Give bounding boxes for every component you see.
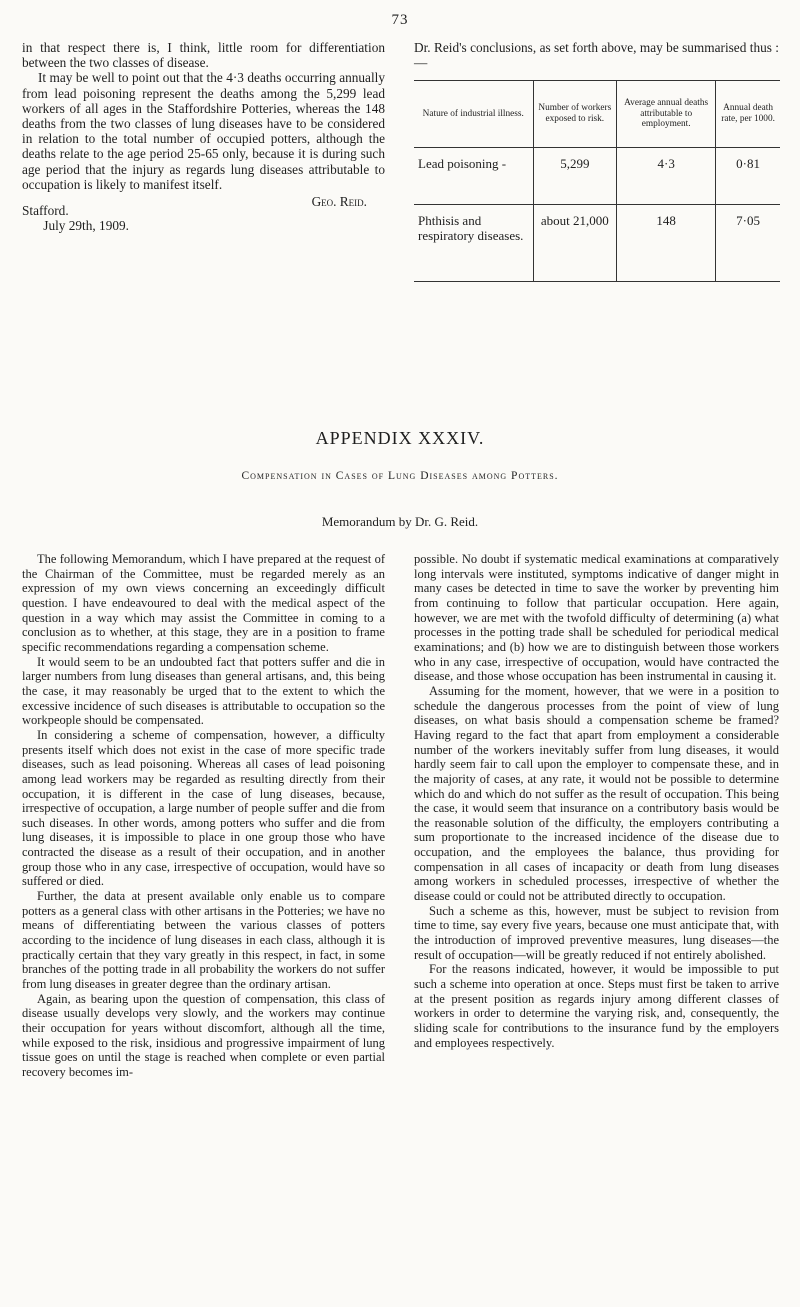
appendix-title: APPENDIX XXXIV.: [315, 428, 485, 448]
table-cell: 5,299: [533, 148, 617, 205]
header-rate: Annual death rate, per 1000.: [716, 81, 780, 148]
top-left-column: [22, 40, 385, 234]
table-row: [414, 148, 780, 205]
table-cell: Phthisis and respiratory diseases.: [414, 205, 533, 282]
page-number: 73: [391, 12, 409, 28]
table-cell: Lead poisoning -: [414, 148, 533, 205]
body-right-column: [414, 552, 779, 1050]
paragraph: For the reasons indicated, however, it would be impossible to put such a scheme into operation at once. Steps must first be taken to arrive at the present position as regards injury among different classes of workers in order to determine the varying risk, and, consequently, the sliding scale for contributions to the insurance fund by the employers and employees respectively.: [414, 962, 779, 1050]
paragraph: It may be well to point out that the 4·3 deaths occurring annually from lead poisoning represent the deaths among the 5,299 lead workers of all ages in the Staffordshire Potteries, whereas the 148 deaths from the two classes of lung diseases have to be considered in relation to the total number of occupied potters, although the deaths relate to the age period 25-65 only, because it is during such age period that the injury as regards lung diseases attributable to occupation is likely to manifest itself.: [22, 70, 385, 192]
paragraph: Further, the data at present available only enable us to compare potters as a general class with other artisans in the Potteries; we have no means of differentiating between the various classes of potters according to the incidence of lung diseases in each class, although it is practically certain that they vary greatly in this respect, in fact, in some branches of the potting trade in all probability the workers do not suffer from lung diseases in greater degree than the ordinary artisan.: [22, 889, 385, 992]
signature: Geo. Reid.: [311, 194, 367, 210]
paragraph: Again, as bearing upon the question of compensation, this class of disease usually develops very slowly, and the workers may continue their occupation for years without discomfort, although all the time, while exposed to the risk, insidious and progressive impairment of lung tissue goes on until the stage is reached when complete or even partial recovery becomes im-: [22, 991, 385, 1079]
body-left-column: [22, 552, 385, 1080]
table-cell: about 21,000: [533, 205, 617, 282]
paragraph: It would seem to be an undoubted fact that potters suffer and die in larger numbers from lung diseases than general artisans, and, this being the case, it may reasonably be urged that to the extent to which the excessive incidence of such diseases is attributable to occupation so the workpeople should be compensated.: [22, 654, 385, 728]
summary-table: [414, 80, 780, 282]
header-workers: Number of workers exposed to risk.: [533, 81, 617, 148]
table-cell: 148: [617, 205, 716, 282]
paragraph: in that respect there is, I think, little room for differentiation between the two classes of disease.: [22, 40, 385, 71]
signature-place: Stafford.: [22, 203, 69, 219]
table-cell: 0·81: [716, 148, 780, 205]
paragraph: In considering a scheme of compensation, however, a difficulty presents itself which does not exist in the case of more specific trade diseases, such as lead poisoning. Whereas all cases of lead poisoning among lead workers may be regarded as resulting directly from their occupation, it is different in the case of lung diseases, because, irrespective of occupation, a large number of people suffer and die from such diseases. In other words, among potters who suffer and die from lung diseases, it is impossible to place in one group those who have contracted the disease as a result of their occupation, and in another group those who in any case, irrespective of occupation, would have so suffered or died.: [22, 727, 385, 889]
table-cell: 7·05: [716, 205, 780, 282]
top-right-column: [414, 40, 779, 70]
paragraph: The following Memorandum, which I have prepared at the request of the Chairman of the Committee, must be regarded merely as an expression of my own views concerning an exceedingly difficult question. I have endeavoured to deal with the medical aspect of the question in a way which may assist the Committee in coming to a conclusion as to whether, at this stage, they are in a position to frame specific recommendations regarding a compensation scheme.: [22, 552, 385, 654]
appendix-subtitle: Compensation in Cases of Lung Diseases among Potters.: [241, 470, 559, 482]
signature-date: July 29th, 1909.: [43, 218, 129, 234]
header-nature: Nature of industrial illness.: [414, 81, 533, 148]
paragraph: possible. No doubt if systematic medical examinations at comparatively long intervals were instituted, symptoms indicative of danger might in many cases be detected in time to save the worker by preventing him from continuing to follow that particular occupation. Here again, however, we are met with the twofold difficulty of determining (a) what processes in the potting trade shall be scheduled for periodical medical examinations; and (b) how we are to distinguish between those workers who in any case, irrespective of occupation, would have contracted the disease, and those whose occupation has been instrumental in causing it.: [414, 552, 779, 684]
memorandum-byline: Memorandum by Dr. G. Reid.: [321, 514, 479, 529]
table-header-row: [414, 81, 780, 148]
paragraph: Assuming for the moment, however, that we were in a position to schedule the dangerous processes from the point of view of lung diseases, on what basis should a compensation scheme be framed? Having regard to the fact that apart from employment a considerable number of the workers inevitably suffer from lung diseases, it would hardly seem fair to call upon the employer to compensate these, and in the majority of cases, at any rate, it would not be possible to determine which do and which do not suffer as the result of occupation. This being the case, it would seem that insurance on a contributory basis would be the reasonable solution of the difficulty, the employers contributing a sum proportionate to the increased incidence of the disease due to occupation, and the employees the balance, thus providing for compensation in all cases of incapacity or death from lung diseases among workers in scheduled processes, irrespective of whether the disease could or could not be attributed directly to occupation.: [414, 683, 779, 904]
header-deaths: Average annual deaths attributable to employment.: [617, 81, 716, 148]
table-intro: Dr. Reid's conclusions, as set forth above, may be summarised thus :—: [414, 40, 779, 71]
paragraph: Such a scheme as this, however, must be subject to revision from time to time, say every five years, because one must anticipate that, with the introduction of improved preventive measures, lung diseases—the result of occupation—will be greatly reduced if not entirely abolished.: [414, 903, 779, 962]
table-cell: 4·3: [617, 148, 716, 205]
table-row: [414, 205, 780, 282]
